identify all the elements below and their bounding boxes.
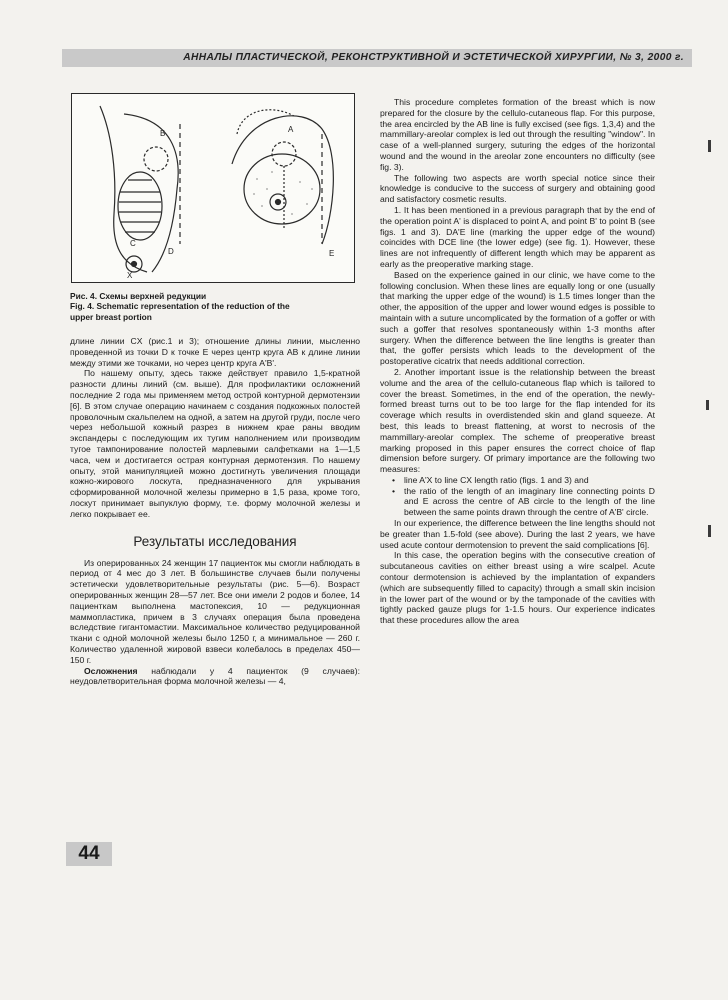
label-c: C [130, 239, 136, 248]
paragraph: 1. It has been mentioned in a previous paragraph that by the end of the operation point A' is displaced to point A, and point B' to point B (see figs. 1 and 3). DA'E line (marking the upper edge of the wound) coincides with DCE line (the lower edge) (see fig. 1). However, these lines are not infrequently of different length which may be apparent as early as the preoperative marking stage. [380, 204, 655, 269]
left-column-russian [70, 336, 360, 687]
left-excision-ellipse [118, 172, 162, 240]
bullet-item: • the ratio of the length of an imaginary line connecting points D and E across the centre of AB circle to the length of the line between the same points drawn through the centre of A'B' circle. [392, 485, 655, 518]
caption-en-line1: Fig. 4. Schematic representation of the reduction of the [70, 301, 290, 312]
paragraph: Based on the experience gained in our clinic, we have come to the following conclusion. When these lines are equally long or one (usually that marking the upper edge of the wound) is 1.5 times longer than the other, the apposition of the upper and lower wound edges is possible to maintain with a suture uncomplicated by the formation of a goffer or with such a goffer that resolves spontaneously within 1-3 months after surgery. When the difference between the line lengths is greater than that, the goffer persists which leads to the development of the postoperative cicatrix that needs additional correction. [380, 269, 655, 367]
right-column-english [380, 97, 655, 626]
caption-en-line2: upper breast portion [70, 311, 152, 322]
figure-4 [71, 93, 355, 283]
paragraph: This procedure completes formation of the breast which is now prepared for the closure by the cellulo-cutaneous flap. For this purpose, the area encircled by the AB line is fully excised (see figs. 1,3,4) and the mammillary-areolar complex is led out through the resulting "window". In case of a well-planned surgery, suturing the edges of the horizontal wound and the wound in the areolar zone encounters no difficulty (see fig. 3). [380, 97, 655, 172]
right-breast-outline [232, 116, 333, 244]
figure-caption [70, 291, 360, 322]
bullet-item: • line A'X to line CX length ratio (figs. 1 and 3) and [392, 474, 589, 485]
paragraph: По нашему опыту, здесь также действует правило 1,5-кратной разности длины линий (см. выше). Для профилактики осложнений последние 2 года мы применяем метод острой контурной дермотензии [6]. В этом случае операцию начинаем с создания подкожных полостей проволочным скальпелем на одной, а затем на другой груди, после чего через небольшой кожный разрез в нижнем крае раны вводим экспандеры с последующим их тугим наполнением или производим тугое тампонирование полостей марлевыми салфетками на 1—1,5 часа, чем и достигается острая контурная дермотензия. По нашему опыту, этой манипуляцией можно достигнуть увеличения площади кожно-жирового лоскута, предназначенного для укрывания сформированной молочной железы примерно в 1,5 раза, кроме того, лоскут принимает выпуклую форму, т.е. форму молочной железы и легко покрывает ее. [70, 368, 360, 519]
left-body-outline [100, 106, 147, 272]
section-title-results: Результаты исследования [133, 533, 297, 549]
complications-lead: Осложнения [84, 665, 138, 676]
bullet-icon: • [392, 474, 396, 485]
right-breast-body [244, 154, 320, 224]
left-circle-ab [144, 147, 168, 171]
scan-mark [708, 140, 711, 152]
breast-reduction-diagram [72, 94, 353, 281]
scan-mark [706, 400, 709, 410]
scan-mark [708, 525, 711, 537]
paragraph: In this case, the operation begins with the consecutive creation of subcutaneous cavities on either breast using a wire scalpel. Acute contour dermotension is achieved by the implantation of expanders (which are subsequently filled to capacity) through a small skin incision in the lower part of the wound or by the tamponade of the cavities with tightly packed gauze plugs for 1-1.5 hours. Our experience indicates that these procedures allow the area [380, 550, 655, 626]
running-header: АННАЛЫ ПЛАСТИЧЕСКОЙ, РЕКОНСТРУКТИВНОЙ И ЭСТЕТИЧЕСКОЙ ХИРУРГИИ, № 3, 2000 г. [183, 52, 684, 63]
bullet-icon: • [392, 485, 396, 496]
label-e: E [329, 249, 335, 258]
page-number: 44 [66, 842, 112, 866]
paragraph: In our experience, the difference between the line lengths should not be greater than 1.5-fold (see above). During the last 2 years, we have used acute contour dermotension to prevent the said complications [6]. [380, 518, 655, 550]
label-a: A [288, 125, 294, 134]
paragraph-complications [70, 666, 360, 688]
paragraph: Из оперированных 24 женщин 17 пациенток мы смогли наблюдать в период от 4 мес до 3 лет. В большинстве случаев были получены эстетически удовлетворительные результаты (рис. 5—6). Возраст оперированных женщин 28—57 лет. Все они имели 2 родов и более, 14 пациенткам выполнена мастопексия, 10 — редукционная маммопластика, причем в 3 случаях операция была проведена вследствие гигантомастии. Максимальное количество редуцированной ткани с одной молочной железы было 1250 г, а минимальное — 260 г. Количество удаленной жировой взвеси колебалось в пределах 450—150 г. [70, 557, 360, 665]
paragraph: The following two aspects are worth special notice since their knowledge is conducive to the success of surgery and obtaining good and satisfactory cosmetic results. [380, 172, 655, 205]
paragraph: длине линии CX (рис.1 и 3); отношение длины линии, мысленно проведенной из точки D к точке E через центр круга AB к длине линии между этими же точками, но через центр круга A'B'. [70, 336, 360, 368]
caption-ru: Рис. 4. Схемы верхней редукции [70, 291, 207, 301]
complications-text: наблюдали у 4 пациенток (9 случаев): неудовлетворительная форма молочной железы — 4, [70, 665, 360, 687]
label-x: X [127, 271, 133, 280]
paragraph: 2. Another important issue is the relationship between the breast volume and the area of the cellulo-cutaneous flap which is tailored to cover the breast. Sometimes, in the end of the operation, the newly-formed breast turns out to be too large for the flap intended for its coverage which results in overdistended skin and gland squeeze. At best, this leads to breast flattening, at worst to necrosis of the mammillary-areolar complex. The scheme of preoperative breast marking proposed in this paper ensures the correct choice of flap dimension before surgery. Of primary importance are the following two measures: [380, 366, 655, 475]
label-d: D [168, 247, 174, 256]
label-b: B [160, 129, 166, 138]
